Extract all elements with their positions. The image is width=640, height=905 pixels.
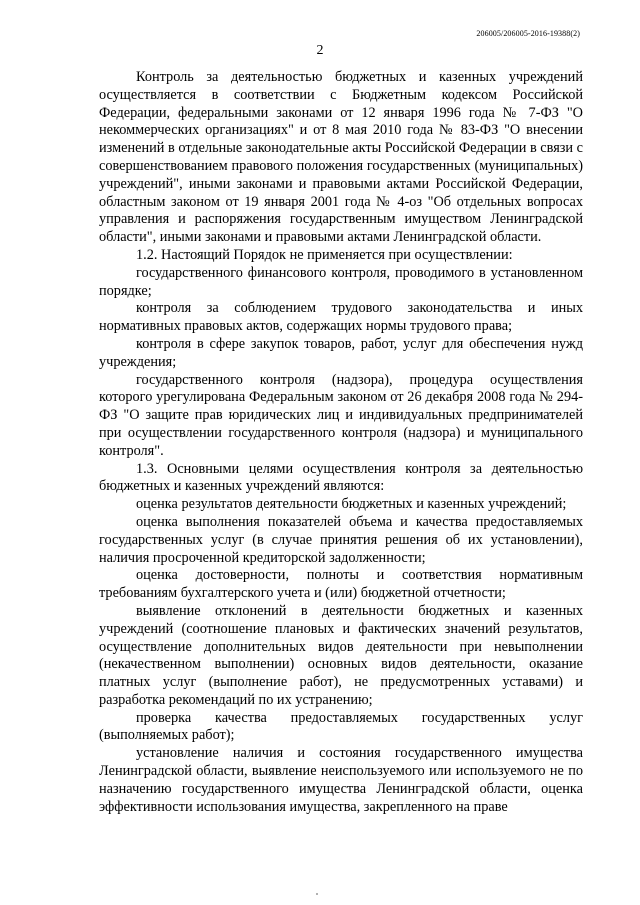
paragraph-goal-quality: проверка качества предоставляемых государственных услуг (выполняемых работ); (99, 709, 583, 744)
paragraph-goal-accounting: оценка достоверности, полноты и соответствия нормативным требованиям бухгалтерского учета и (или) бюджетной отчетности; (99, 567, 583, 602)
page-number: 2 (316, 43, 324, 58)
paragraph-goal-results: оценка результатов деятельности бюджетных и казенных учреждений; (136, 496, 567, 513)
paragraph-exclusion-procurement: контроля в сфере закупок товаров, работ, услуг для обеспечения нужд учреждения; (99, 335, 583, 370)
paragraph-exclusion-financial: государственного финансового контроля, проводимого в установленном порядке; (99, 264, 583, 299)
scan-speck (316, 893, 318, 895)
document-id: 206005/206005-2016-19388(2) (476, 29, 580, 38)
paragraph-1-2: 1.2. Настоящий Порядок не применяется при осуществлении: (136, 246, 513, 263)
paragraph-goal-indicators: оценка выполнения показателей объема и качества предоставляемых государственных услуг (в случае принятия решения об их установлении), наличия просроченной кредиторской задолженности; (99, 513, 583, 566)
paragraph-exclusion-labor: контроля за соблюдением трудового законодательства и иных нормативных правовых актов, содержащих нормы трудового права; (99, 300, 583, 335)
paragraph-1-3: 1.3. Основными целями осуществления контроля за деятельностью бюджетных и казенных учреждений являются: (99, 460, 583, 495)
paragraph-exclusion-state-control: государственного контроля (надзора), процедура осуществления которого урегулирована Федеральным законом от 26 декабря 2008 года № 294-ФЗ "О защите прав юридических лиц и индивидуальных предпринимателей при осуществлении государственного контроля (надзора) и муниципального контроля". (99, 371, 583, 459)
paragraph-goal-property: установление наличия и состояния государственного имущества Ленинградской области, выявление неиспользуемого или используемого не по назначению государственного имущества Ленинградской области, оценка эффективности использования имущества, закрепленного на праве (99, 745, 583, 815)
paragraph-control-basis: Контроль за деятельностью бюджетных и казенных учреждений осуществляется в соответствии с Бюджетным кодексом Российской Федерации, федеральными законами от 12 января 1996 года № 7-ФЗ "О некоммерческих организациях" и от 8 мая 2010 года № 83-ФЗ "О внесении изменений в отдельные законодательные акты Российской Федерации в связи с совершенствованием правового положения государственных (муниципальных) учреждений", иными законами и правовыми актами Российской Федерации, областным законом от 19 января 2001 года № 4-оз "Об отдельных вопросах управления и распоряжения государственным имуществом Ленинградской области", иными законами и правовыми актами Ленинградской области. (99, 69, 583, 246)
paragraph-goal-deviations: выявление отклонений в деятельности бюджетных и казенных учреждений (соотношение плановых и фактических значений результатов, осуществление дополнительных видов деятельности при невыполнении (некачественном выполнении) основных видов деятельности, оказание платных услуг (выполнение работ), не предусмотренных уставами) и разработка рекомендаций по их устранению; (99, 602, 583, 708)
document-body (99, 69, 583, 816)
